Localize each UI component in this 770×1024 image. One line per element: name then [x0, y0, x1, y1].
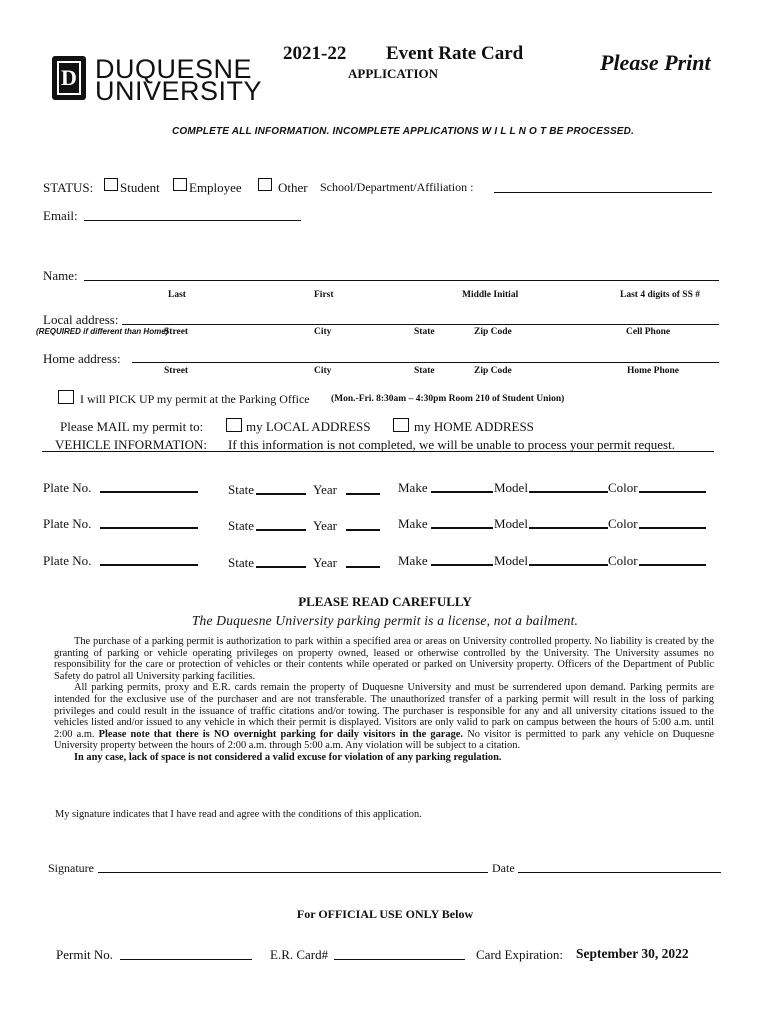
year-field[interactable] [346, 493, 380, 495]
status-other-checkbox[interactable] [258, 178, 272, 191]
plate-label: Plate No. [43, 553, 92, 568]
color-field[interactable] [639, 564, 706, 566]
color-label: Color [608, 553, 638, 568]
model-label: Model [494, 516, 528, 531]
affiliation-field[interactable] [494, 192, 712, 193]
vehicle-heading-rule [42, 451, 714, 452]
status-employee-checkbox[interactable] [173, 178, 187, 191]
home-caption-street: Street [164, 366, 189, 376]
model-field[interactable] [529, 491, 608, 493]
pickup-hours: (Mon.-Fri. 8:30am – 4:30pm Room 210 of Student Union) [331, 394, 565, 404]
color-label: Color [608, 480, 638, 495]
mail-label: Please MAIL my permit to: [60, 419, 204, 434]
plate-label: Plate No. [43, 516, 92, 531]
state-field[interactable] [256, 493, 306, 495]
form-subtitle: APPLICATION [348, 66, 439, 81]
year-field[interactable] [346, 529, 380, 531]
name-caption-ssn: Last 4 digits of SS # [620, 290, 700, 300]
state-label: State [228, 555, 254, 570]
completion-notice: COMPLETE ALL INFORMATION. INCOMPLETE APPLICATIONS W I L L N O T BE PROCESSED. [172, 126, 635, 137]
local-caption-zip: Zip Code [474, 327, 512, 337]
logo-text-line2: UNIVERSITY [95, 76, 263, 106]
model-field[interactable] [529, 527, 608, 529]
make-field[interactable] [431, 491, 493, 493]
card-expiration-label: Card Expiration: [476, 947, 564, 962]
state-label: State [228, 518, 254, 533]
vehicle-warning: If this information is not completed, we will be unable to process your permit request. [228, 437, 675, 452]
mail-home-label: my HOME ADDRESS [414, 419, 534, 434]
date-label: Date [492, 861, 515, 875]
plate-label: Plate No. [43, 480, 92, 495]
university-logo-mark: D [52, 56, 86, 100]
form-title: Event Rate Card [386, 43, 524, 64]
local-caption-city: City [314, 327, 332, 337]
state-field[interactable] [256, 566, 306, 568]
terms-paragraph-property: All parking permits, proxy and E.R. cards remain the property of Duquesne University and must be surrendered upon demand. Parking permits are intended for the exclusive use of the purchaser and are not transferable. The unauthorized transfer of a parking permit will result in the loss of parking privileges and could result in the issuance of traffic citations and/or towing. The purchaser is responsible for any and all university citations issued to the vehicles listed and/or issued to any vehicle in which their permit is displayed. Visitors are only valid to park on campus between the hours of 5:00 a.m. until 2:00 a.m. Please note that there is NO overnight parking for daily visitors in the garage. No visitor is permitted to park any vehicle on Duquesne University property between the hours of 2:00 a.m. through 5:00 a.m. Any violation will be subject to a citation. [54, 682, 714, 752]
color-field[interactable] [639, 527, 706, 529]
permit-number-label: Permit No. [56, 947, 114, 962]
make-field[interactable] [431, 527, 493, 529]
mail-local-checkbox[interactable] [226, 418, 242, 432]
home-address-label: Home address: [43, 351, 121, 366]
terms-paragraph-space: In any case, lack of space is not considered a valid excuse for violation of any parking regulation. [74, 751, 502, 763]
status-other-label: Other [278, 180, 308, 195]
status-employee-label: Employee [189, 180, 242, 195]
vehicle-heading: VEHICLE INFORMATION: [55, 437, 208, 452]
status-student-checkbox[interactable] [104, 178, 118, 191]
email-label: Email: [43, 208, 78, 223]
name-caption-last: Last [168, 290, 186, 300]
year-label: Year [313, 482, 337, 497]
home-caption-city: City [314, 366, 332, 376]
date-field[interactable] [518, 872, 721, 873]
model-label: Model [494, 480, 528, 495]
state-field[interactable] [256, 529, 306, 531]
local-address-field[interactable] [122, 324, 719, 325]
status-student-label: Student [120, 180, 160, 195]
home-caption-zip: Zip Code [474, 366, 512, 376]
local-address-note: (REQUIRED if different than Home) [36, 327, 169, 336]
signature-label: Signature [48, 861, 94, 875]
terms-overnight-warning: Please note that there is NO overnight parking for daily visitors in the garage. [98, 728, 464, 740]
terms-body [54, 636, 714, 764]
name-field[interactable] [84, 280, 719, 281]
terms-subheading: The Duquesne University parking permit is a license, not a bailment. [191, 613, 579, 628]
local-caption-cell: Cell Phone [626, 327, 671, 337]
terms-heading: PLEASE READ CAREFULLY [298, 594, 472, 609]
plate-field[interactable] [100, 527, 198, 529]
pickup-checkbox[interactable] [58, 390, 74, 404]
please-print: Please Print [600, 50, 711, 75]
home-caption-phone: Home Phone [627, 366, 679, 376]
permit-number-field[interactable] [120, 959, 252, 960]
local-caption-state: State [414, 327, 435, 337]
plate-field[interactable] [100, 491, 198, 493]
make-field[interactable] [431, 564, 493, 566]
er-card-label: E.R. Card# [270, 947, 329, 962]
plate-field[interactable] [100, 564, 198, 566]
color-field[interactable] [639, 491, 706, 493]
pickup-label: I will PICK UP my permit at the Parking Office [80, 392, 310, 406]
name-label: Name: [43, 268, 78, 283]
mail-home-checkbox[interactable] [393, 418, 409, 432]
year-field[interactable] [346, 566, 380, 568]
make-label: Make [398, 480, 428, 495]
year-label: Year [313, 555, 337, 570]
agreement-statement: My signature indicates that I have read and agree with the conditions of this application. [55, 809, 422, 820]
state-label: State [228, 482, 254, 497]
make-label: Make [398, 516, 428, 531]
local-address-label: Local address: [43, 312, 119, 327]
email-field[interactable] [84, 220, 301, 221]
home-caption-state: State [414, 366, 435, 376]
affiliation-label: School/Department/Affiliation : [320, 180, 474, 194]
er-card-field[interactable] [334, 959, 465, 960]
mail-local-label: my LOCAL ADDRESS [246, 419, 371, 434]
terms-paragraph-liability: The purchase of a parking permit is authorization to park within a specified area or areas on University controlled property. No liability is created by the granting of parking or vehicle operating privileges on property owned, leased or otherwise controlled by the University. The University assumes no responsibility for the care or protection of vehicles or their contents while operated or parked on University property. Officers of the Department of Public Safety do patrol all University parking facilities. [54, 636, 714, 682]
local-caption-street: Street [164, 327, 189, 337]
year-label: Year [313, 518, 337, 533]
model-field[interactable] [529, 564, 608, 566]
make-label: Make [398, 553, 428, 568]
card-expiration-value: September 30, 2022 [576, 946, 689, 961]
home-address-field[interactable] [132, 362, 719, 363]
status-label: STATUS: [43, 180, 94, 195]
logo-text-line1: DUQUESNE [95, 54, 253, 84]
form-year: 2021-22 [283, 43, 347, 64]
official-use-heading: For OFFICIAL USE ONLY Below [296, 907, 474, 921]
name-caption-first: First [314, 290, 334, 300]
model-label: Model [494, 553, 528, 568]
name-caption-middle: Middle Initial [462, 290, 519, 300]
color-label: Color [608, 516, 638, 531]
signature-field[interactable] [98, 872, 488, 873]
